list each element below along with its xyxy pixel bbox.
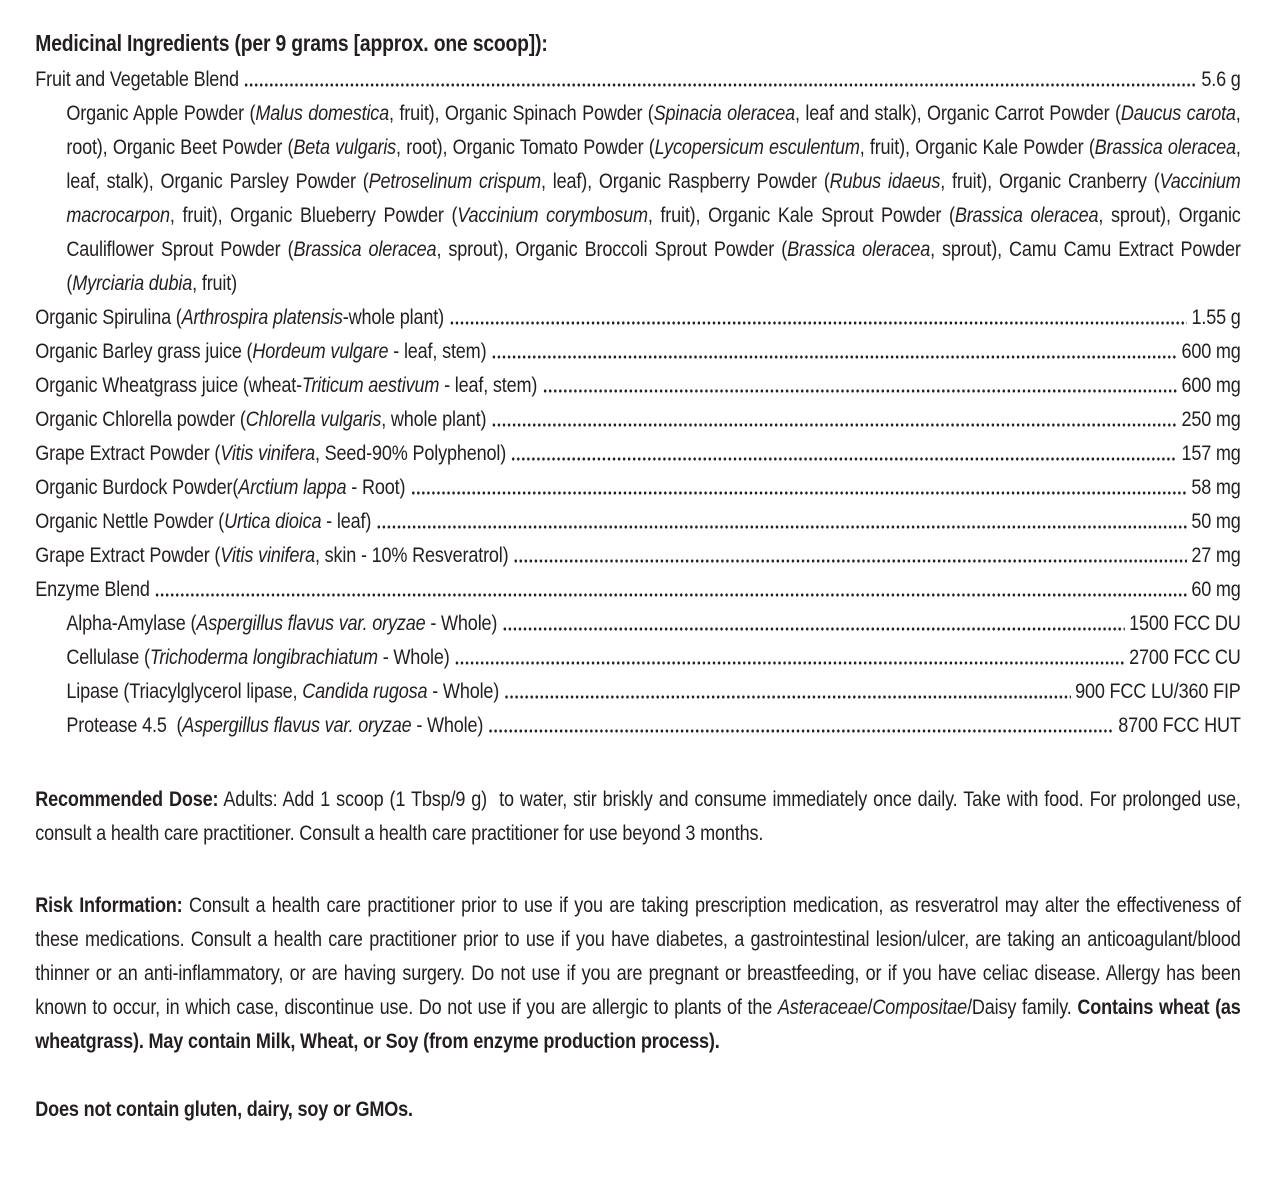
ingredient-amount: 157 mg bbox=[1181, 441, 1241, 465]
spacer bbox=[35, 1058, 1240, 1092]
ingredient-name: Organic Barley grass juice (Hordeum vulgare - leaf, stem) bbox=[35, 339, 487, 363]
risk-information-text: Consult a health care practitioner prior to use if you are taking prescription medication, as resveratrol may alter the effectiveness of these medications. Consult a health care practitioner prior to use if you have diabetes, a gastrointestinal lesion/ulcer, are taking an anticoagulant/blood thinner or an anti-inflammatory, or are having surgery. Do not use if you are pregnant or breastfeeding, or if you have celiac disease. Allergy has been known to occur, in which case, discontinue use. Do not use if you are allergic to plants of the Asteraceae/Compositae/Daisy family. Contains wheat (as wheatgrass). May contain Milk, Wheat, or Soy (from enzyme production process). bbox=[35, 893, 1241, 1053]
ingredient-row bbox=[35, 334, 1240, 368]
dotted-leader bbox=[491, 355, 1177, 359]
recommended-dose-label: Recommended Dose: bbox=[35, 787, 219, 811]
ingredient-row bbox=[35, 62, 1240, 96]
ingredient-amount: 600 mg bbox=[1181, 373, 1241, 397]
spacer bbox=[35, 850, 1240, 888]
ingredient-row bbox=[35, 436, 1240, 470]
ingredient-amount: 250 mg bbox=[1181, 407, 1241, 431]
dotted-leader bbox=[542, 389, 1177, 393]
dotted-leader bbox=[488, 729, 1114, 733]
ingredient-amount: 50 mg bbox=[1191, 509, 1241, 533]
ingredient-name: Fruit and Vegetable Blend bbox=[35, 67, 239, 91]
dotted-leader bbox=[511, 457, 1177, 461]
blend-description: Organic Apple Powder (Malus domestica, fruit), Organic Spinach Powder (Spinacia oleracea, leaf and stalk), Organic Carrot Powder (Daucus carota, root), Organic Beet Powder (Beta vulgaris, root), Organic Tomato Powder (Lycopersicum esculentum, fruit), Organic Kale Powder (Brassica oleracea, leaf, stalk), Organic Parsley Powder (Petroselinum crispum, leaf), Organic Raspberry Powder (Rubus idaeus, fruit), Organic Cranberry (Vaccinium macrocarpon, fruit), Organic Blueberry Powder (Vaccinium corymbosum, fruit), Organic Kale Sprout Powder (Brassica oleracea, sprout), Organic Cauliflower Sprout Powder (Brassica oleracea, sprout), Organic Broccoli Sprout Powder (Brassica oleracea, sprout), Camu Camu Extract Powder (Myrciaria dubia, fruit) bbox=[66, 101, 1241, 295]
ingredient-name: Grape Extract Powder (Vitis vinifera, skin - 10% Resveratrol) bbox=[35, 543, 509, 567]
risk-information-label: Risk Information: bbox=[35, 893, 183, 917]
dotted-leader bbox=[244, 83, 1197, 87]
panel-title: Medicinal Ingredients (per 9 grams [approx. one scoop]): bbox=[35, 30, 548, 56]
recommended-dose bbox=[35, 782, 1240, 850]
ingredient-row bbox=[35, 300, 1240, 334]
ingredient-name: Grape Extract Powder (Vitis vinifera, Seed-90% Polyphenol) bbox=[35, 441, 507, 465]
ingredient-name: Organic Chlorella powder (Chlorella vulgaris, whole plant) bbox=[35, 407, 487, 431]
ingredient-row bbox=[35, 504, 1240, 538]
ingredient-name: Organic Wheatgrass juice (wheat-Triticum aestivum - leaf, stem) bbox=[35, 373, 538, 397]
dotted-leader bbox=[491, 423, 1177, 427]
ingredient-row bbox=[35, 538, 1240, 572]
dotted-leader bbox=[502, 627, 1125, 631]
ingredient-name: Alpha-Amylase (Aspergillus flavus var. oryzae - Whole) bbox=[66, 611, 498, 635]
ingredient-amount: 2700 FCC CU bbox=[1129, 645, 1241, 669]
dotted-leader bbox=[504, 695, 1071, 699]
ingredient-row bbox=[66, 606, 1240, 640]
ingredient-name: Organic Nettle Powder (Urtica dioica - leaf) bbox=[35, 509, 372, 533]
ingredient-name: Organic Burdock Powder(Arctium lappa - Root) bbox=[35, 475, 406, 499]
ingredient-amount: 58 mg bbox=[1191, 475, 1241, 499]
ingredient-name: Protease 4.5 (Aspergillus flavus var. oryzae - Whole) bbox=[66, 713, 484, 737]
ingredient-amount: 1500 FCC DU bbox=[1129, 611, 1241, 635]
recommended-dose-text: Adults: Add 1 scoop (1 Tbsp/9 g) to water, stir briskly and consume immediately once daily. Take with food. For prolonged use, consult a health care practitioner. Consult a health care practitioner for use beyond 3 months. bbox=[35, 787, 1241, 845]
ingredient-name: Enzyme Blend bbox=[35, 577, 150, 601]
ingredient-amount: 1.55 g bbox=[1191, 305, 1241, 329]
dotted-leader bbox=[410, 491, 1187, 495]
ingredient-row bbox=[35, 402, 1240, 436]
ingredient-name: Lipase (Triacylglycerol lipase, Candida rugosa - Whole) bbox=[66, 679, 500, 703]
ingredient-amount: 600 mg bbox=[1181, 339, 1241, 363]
ingredient-amount: 27 mg bbox=[1191, 543, 1241, 567]
ingredient-amount: 5.6 g bbox=[1201, 67, 1241, 91]
dotted-leader bbox=[449, 321, 1187, 325]
ingredient-row bbox=[66, 708, 1240, 742]
ingredient-row bbox=[35, 470, 1240, 504]
ingredient-row bbox=[66, 640, 1240, 674]
spacer bbox=[35, 742, 1240, 782]
dotted-leader bbox=[514, 559, 1188, 563]
does-not-contain-statement: Does not contain gluten, dairy, soy or GMOs. bbox=[35, 1097, 413, 1121]
ingredient-row bbox=[35, 572, 1240, 606]
ingredient-name: Organic Spirulina (Arthrospira platensis-whole plant) bbox=[35, 305, 444, 329]
dotted-leader bbox=[155, 593, 1187, 597]
ingredient-amount: 900 FCC LU/360 FIP bbox=[1075, 679, 1241, 703]
ingredient-name: Cellulase (Trichoderma longibrachiatum - Whole) bbox=[66, 645, 450, 669]
ingredients-list bbox=[35, 62, 1240, 742]
ingredient-amount: 60 mg bbox=[1191, 577, 1241, 601]
ingredient-amount: 8700 FCC HUT bbox=[1118, 713, 1241, 737]
ingredient-row bbox=[66, 674, 1240, 708]
dotted-leader bbox=[455, 661, 1125, 665]
dotted-leader bbox=[376, 525, 1187, 529]
ingredient-row bbox=[35, 368, 1240, 402]
risk-information bbox=[35, 888, 1240, 1058]
